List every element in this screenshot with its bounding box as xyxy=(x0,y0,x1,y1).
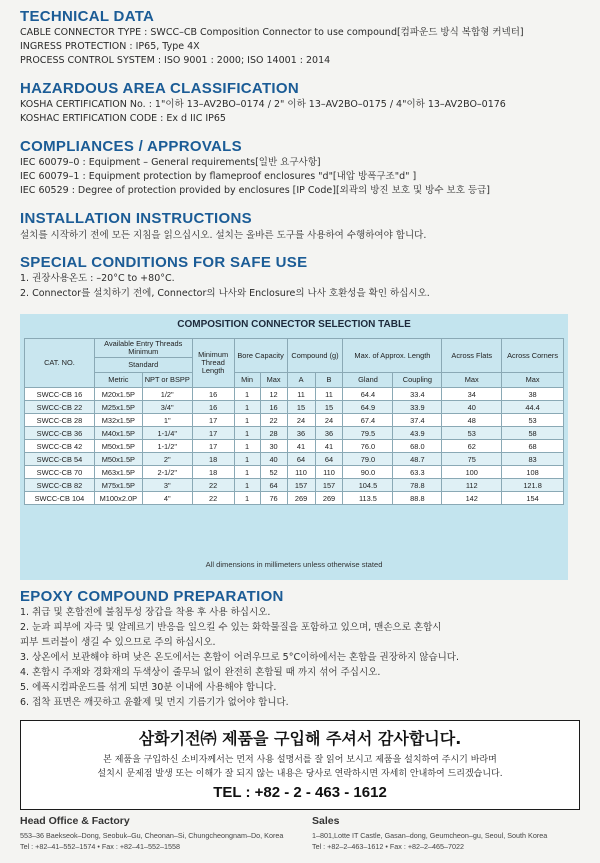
table-note: All dimensions in millimeters unless otherwise stated xyxy=(205,560,383,569)
cell-min-thread: 18 xyxy=(192,453,234,466)
cell-bore-min: 1 xyxy=(234,479,260,492)
table-row xyxy=(25,401,564,414)
cell-gland: 64.4 xyxy=(343,388,393,401)
cell-metric: M100x2.0P xyxy=(94,492,142,505)
cell-bore-max: 12 xyxy=(260,388,287,401)
sales-title: Sales xyxy=(312,815,340,827)
cell-cat-no: SWCC-CB 22 xyxy=(25,401,95,414)
table-row xyxy=(25,427,564,440)
header-bore: Bore Capacity xyxy=(234,339,287,373)
installation-line: 설치를 시작하기 전에 모든 지침을 읽으십시오. 설치는 올바른 도구를 사용하여 수행하여야 합니다. xyxy=(20,230,427,241)
header-gland: Gland xyxy=(343,373,393,388)
cell-npt: 1-1/4" xyxy=(142,427,192,440)
header-corners: Across Corners xyxy=(502,339,564,373)
header-max-length: Max. of Approx. Length xyxy=(343,339,442,373)
head-office-contact: Tel : +82–41–552–1574 • Fax : +82–41–552–1558 xyxy=(20,842,180,851)
cell-min-thread: 17 xyxy=(192,414,234,427)
cell-npt: 4" xyxy=(142,492,192,505)
cell-flats: 62 xyxy=(442,440,502,453)
cell-comp-a: 41 xyxy=(287,440,315,453)
cell-bore-min: 1 xyxy=(234,414,260,427)
epoxy-line: 6. 접착 표면은 깨끗하고 윤활제 및 먼지 기름기가 없어야 합니다. xyxy=(20,697,289,708)
head-office-title: Head Office & Factory xyxy=(20,815,130,827)
cell-comp-b: 157 xyxy=(315,479,343,492)
cell-metric: M32x1.5P xyxy=(94,414,142,427)
cell-comp-a: 15 xyxy=(287,401,315,414)
cell-gland: 90.0 xyxy=(343,466,393,479)
cell-flats: 142 xyxy=(442,492,502,505)
special-line: 1. 권장사용온도 : –20°C to +80°C. xyxy=(20,273,175,284)
cell-flats: 53 xyxy=(442,427,502,440)
cell-bore-max: 28 xyxy=(260,427,287,440)
cell-corners: 108 xyxy=(502,466,564,479)
cell-min-thread: 16 xyxy=(192,401,234,414)
cell-comp-a: 269 xyxy=(287,492,315,505)
technical-line: INGRESS PROTECTION : IP65, Type 4X xyxy=(20,41,200,52)
cell-flats: 100 xyxy=(442,466,502,479)
cell-metric: M75x1.5P xyxy=(94,479,142,492)
cell-bore-min: 1 xyxy=(234,440,260,453)
cell-cat-no: SWCC-CB 16 xyxy=(25,388,95,401)
cell-comp-b: 41 xyxy=(315,440,343,453)
cell-cat-no: SWCC-CB 104 xyxy=(25,492,95,505)
cell-coupling: 48.7 xyxy=(393,453,442,466)
cell-comp-b: 36 xyxy=(315,427,343,440)
table-row xyxy=(25,479,564,492)
cell-comp-a: 64 xyxy=(287,453,315,466)
cell-flats: 40 xyxy=(442,401,502,414)
cell-corners: 83 xyxy=(502,453,564,466)
cell-bore-max: 76 xyxy=(260,492,287,505)
table-row xyxy=(25,440,564,453)
cell-coupling: 43.9 xyxy=(393,427,442,440)
sales-address: 1–801,Lotte IT Castle, Gasan–dong, Geumcheon–gu, Seoul, South Korea xyxy=(312,831,548,840)
cell-npt: 2-1/2" xyxy=(142,466,192,479)
table-row xyxy=(25,414,564,427)
cell-min-thread: 18 xyxy=(192,466,234,479)
cell-npt: 3/4" xyxy=(142,401,192,414)
cell-comp-b: 11 xyxy=(315,388,343,401)
header-bore-min: Min xyxy=(234,373,260,388)
cell-flats: 34 xyxy=(442,388,502,401)
cell-metric: M40x1.5P xyxy=(94,427,142,440)
cell-comp-a: 36 xyxy=(287,427,315,440)
cell-metric: M20x1.5P xyxy=(94,388,142,401)
header-flats: Across Flats xyxy=(442,339,502,373)
special-line: 2. Connector를 설치하기 전에, Connector의 나사와 Enclosure의 나사 호환성을 확인 하십시오. xyxy=(20,288,430,299)
special-conditions-heading: SPECIAL CONDITIONS FOR SAFE USE xyxy=(20,254,308,271)
cell-npt: 1" xyxy=(142,414,192,427)
cell-flats: 112 xyxy=(442,479,502,492)
hazardous-line: KOSHAC ERTIFICATION CODE : Ex d IIC IP65 xyxy=(20,113,226,124)
cell-comp-b: 269 xyxy=(315,492,343,505)
cell-comp-b: 64 xyxy=(315,453,343,466)
compliance-line: IEC 60529 : Degree of protection provided by enclosures [IP Code][외곽의 방진 보호 및 방수 보호 등급] xyxy=(20,185,490,196)
selection-table-body xyxy=(25,388,564,505)
head-office-address: 553–36 Baekseok–Dong, Seobuk–Gu, Cheonan–Si, Chungcheongnam–Do, Korea xyxy=(20,831,284,840)
epoxy-line: 3. 상온에서 보관해야 하며 낮은 온도에서는 혼합이 어려우므로 5°C이하에서는 혼합을 권장하지 않습니다. xyxy=(20,652,459,663)
cell-coupling: 33.4 xyxy=(393,388,442,401)
cell-bore-max: 64 xyxy=(260,479,287,492)
compliance-line: IEC 60079–1 : Equipment protection by flameproof enclosures "d"[내압 방폭구조"d" ] xyxy=(20,171,417,182)
cell-cat-no: SWCC-CB 36 xyxy=(25,427,95,440)
selection-table-title: COMPOSITION CONNECTOR SELECTION TABLE xyxy=(177,319,411,330)
cell-bore-min: 1 xyxy=(234,466,260,479)
table-row xyxy=(25,453,564,466)
cell-cat-no: SWCC-CB 42 xyxy=(25,440,95,453)
header-compound: Compound (g) xyxy=(287,339,343,373)
notice-title: 삼화기전㈜ 제품을 구입해 주셔서 감사합니다. xyxy=(138,729,462,748)
technical-line: CABLE CONNECTOR TYPE : SWCC–CB Composition Connector to use compound[컴파운드 방식 복합형 커넥터] xyxy=(20,27,524,38)
header-comp-a: A xyxy=(287,373,315,388)
cell-coupling: 63.3 xyxy=(393,466,442,479)
cell-cat-no: SWCC-CB 70 xyxy=(25,466,95,479)
cell-metric: M25x1.5P xyxy=(94,401,142,414)
cell-gland: 79.5 xyxy=(343,427,393,440)
cell-min-thread: 22 xyxy=(192,479,234,492)
cell-gland: 76.0 xyxy=(343,440,393,453)
cell-coupling: 78.8 xyxy=(393,479,442,492)
cell-npt: 1-1/2" xyxy=(142,440,192,453)
cell-comp-a: 24 xyxy=(287,414,315,427)
cell-min-thread: 22 xyxy=(192,492,234,505)
technical-line: PROCESS CONTROL SYSTEM : ISO 9001 : 2000; ISO 14001 : 2014 xyxy=(20,55,331,66)
cell-gland: 64.9 xyxy=(343,401,393,414)
cell-npt: 2" xyxy=(142,453,192,466)
cell-cat-no: SWCC-CB 82 xyxy=(25,479,95,492)
table-row xyxy=(25,492,564,505)
header-coupling: Coupling xyxy=(393,373,442,388)
cell-corners: 44.4 xyxy=(502,401,564,414)
cell-npt: 1/2" xyxy=(142,388,192,401)
compliances-heading: COMPLIANCES / APPROVALS xyxy=(20,138,242,155)
cell-bore-min: 1 xyxy=(234,453,260,466)
cell-gland: 113.5 xyxy=(343,492,393,505)
table-row xyxy=(25,466,564,479)
cell-corners: 53 xyxy=(502,414,564,427)
cell-comp-b: 15 xyxy=(315,401,343,414)
compliance-line: IEC 60079–0 : Equipment – General requirements[일반 요구사항] xyxy=(20,157,321,168)
thank-you-notice xyxy=(20,720,580,810)
header-min-thread: Minimum Thread Length xyxy=(192,339,234,388)
selection-table-panel xyxy=(20,314,568,580)
epoxy-line: 5. 에폭시컴파운드를 섞게 되면 30분 이내에 사용해야 합니다. xyxy=(20,682,277,693)
cell-flats: 48 xyxy=(442,414,502,427)
cell-bore-max: 30 xyxy=(260,440,287,453)
cell-metric: M50x1.5P xyxy=(94,453,142,466)
cell-corners: 68 xyxy=(502,440,564,453)
notice-telephone: TEL : +82 - 2 - 463 - 1612 xyxy=(213,784,387,801)
epoxy-line: 피부 트러블이 생길 수 있으므로 주의 하십시오. xyxy=(20,637,216,648)
cell-flats: 75 xyxy=(442,453,502,466)
cell-comp-b: 24 xyxy=(315,414,343,427)
hazardous-heading: HAZARDOUS AREA CLASSIFICATION xyxy=(20,80,299,97)
notice-body-line: 본 제품을 구입하신 소비자께서는 먼저 사용 설명서를 잘 읽어 보시고 제품을 설치하여 주시기 바라며 xyxy=(103,755,497,765)
cell-gland: 104.5 xyxy=(343,479,393,492)
cell-comp-a: 110 xyxy=(287,466,315,479)
cell-bore-min: 1 xyxy=(234,427,260,440)
cell-bore-min: 1 xyxy=(234,401,260,414)
installation-heading: INSTALLATION INSTRUCTIONS xyxy=(20,210,252,227)
cell-npt: 3" xyxy=(142,479,192,492)
cell-corners: 38 xyxy=(502,388,564,401)
cell-coupling: 68.0 xyxy=(393,440,442,453)
header-corners-max: Max xyxy=(502,373,564,388)
cell-bore-min: 1 xyxy=(234,492,260,505)
cell-bore-max: 22 xyxy=(260,414,287,427)
cell-metric: M50x1.5P xyxy=(94,440,142,453)
cell-corners: 121.8 xyxy=(502,479,564,492)
cell-metric: M63x1.5P xyxy=(94,466,142,479)
cell-cat-no: SWCC-CB 28 xyxy=(25,414,95,427)
table-row xyxy=(25,388,564,401)
header-flats-max: Max xyxy=(442,373,502,388)
header-comp-b: B xyxy=(315,373,343,388)
header-available-threads: Available Entry Threads Minimum xyxy=(94,339,192,358)
selection-table xyxy=(24,338,564,505)
cell-comp-a: 11 xyxy=(287,388,315,401)
cell-bore-max: 40 xyxy=(260,453,287,466)
cell-min-thread: 17 xyxy=(192,427,234,440)
notice-body-line: 설치시 문제점 발생 또는 이해가 잘 되지 않는 내용은 당사로 연락하시면 자세히 안내하여 드리겠습니다. xyxy=(97,769,503,779)
header-cat-no: CAT. NO. xyxy=(25,339,95,388)
cell-bore-max: 52 xyxy=(260,466,287,479)
header-npt: NPT or BSPP xyxy=(142,373,192,388)
epoxy-line: 2. 눈과 피부에 자극 및 알레르기 반응을 일으킬 수 있는 화학물질을 포함하고 있으며, 맨손으로 혼합시 xyxy=(20,622,442,633)
cell-comp-b: 110 xyxy=(315,466,343,479)
epoxy-heading: EPOXY COMPOUND PREPARATION xyxy=(20,588,284,605)
cell-comp-a: 157 xyxy=(287,479,315,492)
cell-bore-max: 16 xyxy=(260,401,287,414)
sales-contact: Tel : +82–2–463–1612 • Fax : +82–2–465–7022 xyxy=(312,842,464,851)
cell-coupling: 88.8 xyxy=(393,492,442,505)
cell-corners: 58 xyxy=(502,427,564,440)
hazardous-line: KOSHA CERTIFICATION No. : 1"이하 13–AV2BO–0174 / 2" 이하 13–AV2BO–0175 / 4"이하 13–AV2BO–0176 xyxy=(20,99,506,110)
epoxy-line: 1. 취급 및 혼합전에 불침투성 장갑을 착용 후 사용 하십시오. xyxy=(20,607,271,618)
cell-gland: 79.0 xyxy=(343,453,393,466)
cell-gland: 67.4 xyxy=(343,414,393,427)
cell-min-thread: 17 xyxy=(192,440,234,453)
header-standard: Standard xyxy=(94,358,192,373)
cell-corners: 154 xyxy=(502,492,564,505)
header-bore-max: Max xyxy=(260,373,287,388)
epoxy-line: 4. 혼합시 주재와 경화재의 두색상이 줄무늬 없이 완전히 혼합될 때 까지 섞어 주십시오. xyxy=(20,667,381,678)
cell-cat-no: SWCC-CB 54 xyxy=(25,453,95,466)
technical-data-heading: TECHNICAL DATA xyxy=(20,8,155,25)
cell-coupling: 37.4 xyxy=(393,414,442,427)
cell-min-thread: 16 xyxy=(192,388,234,401)
cell-bore-min: 1 xyxy=(234,388,260,401)
cell-coupling: 33.9 xyxy=(393,401,442,414)
header-metric: Metric xyxy=(94,373,142,388)
